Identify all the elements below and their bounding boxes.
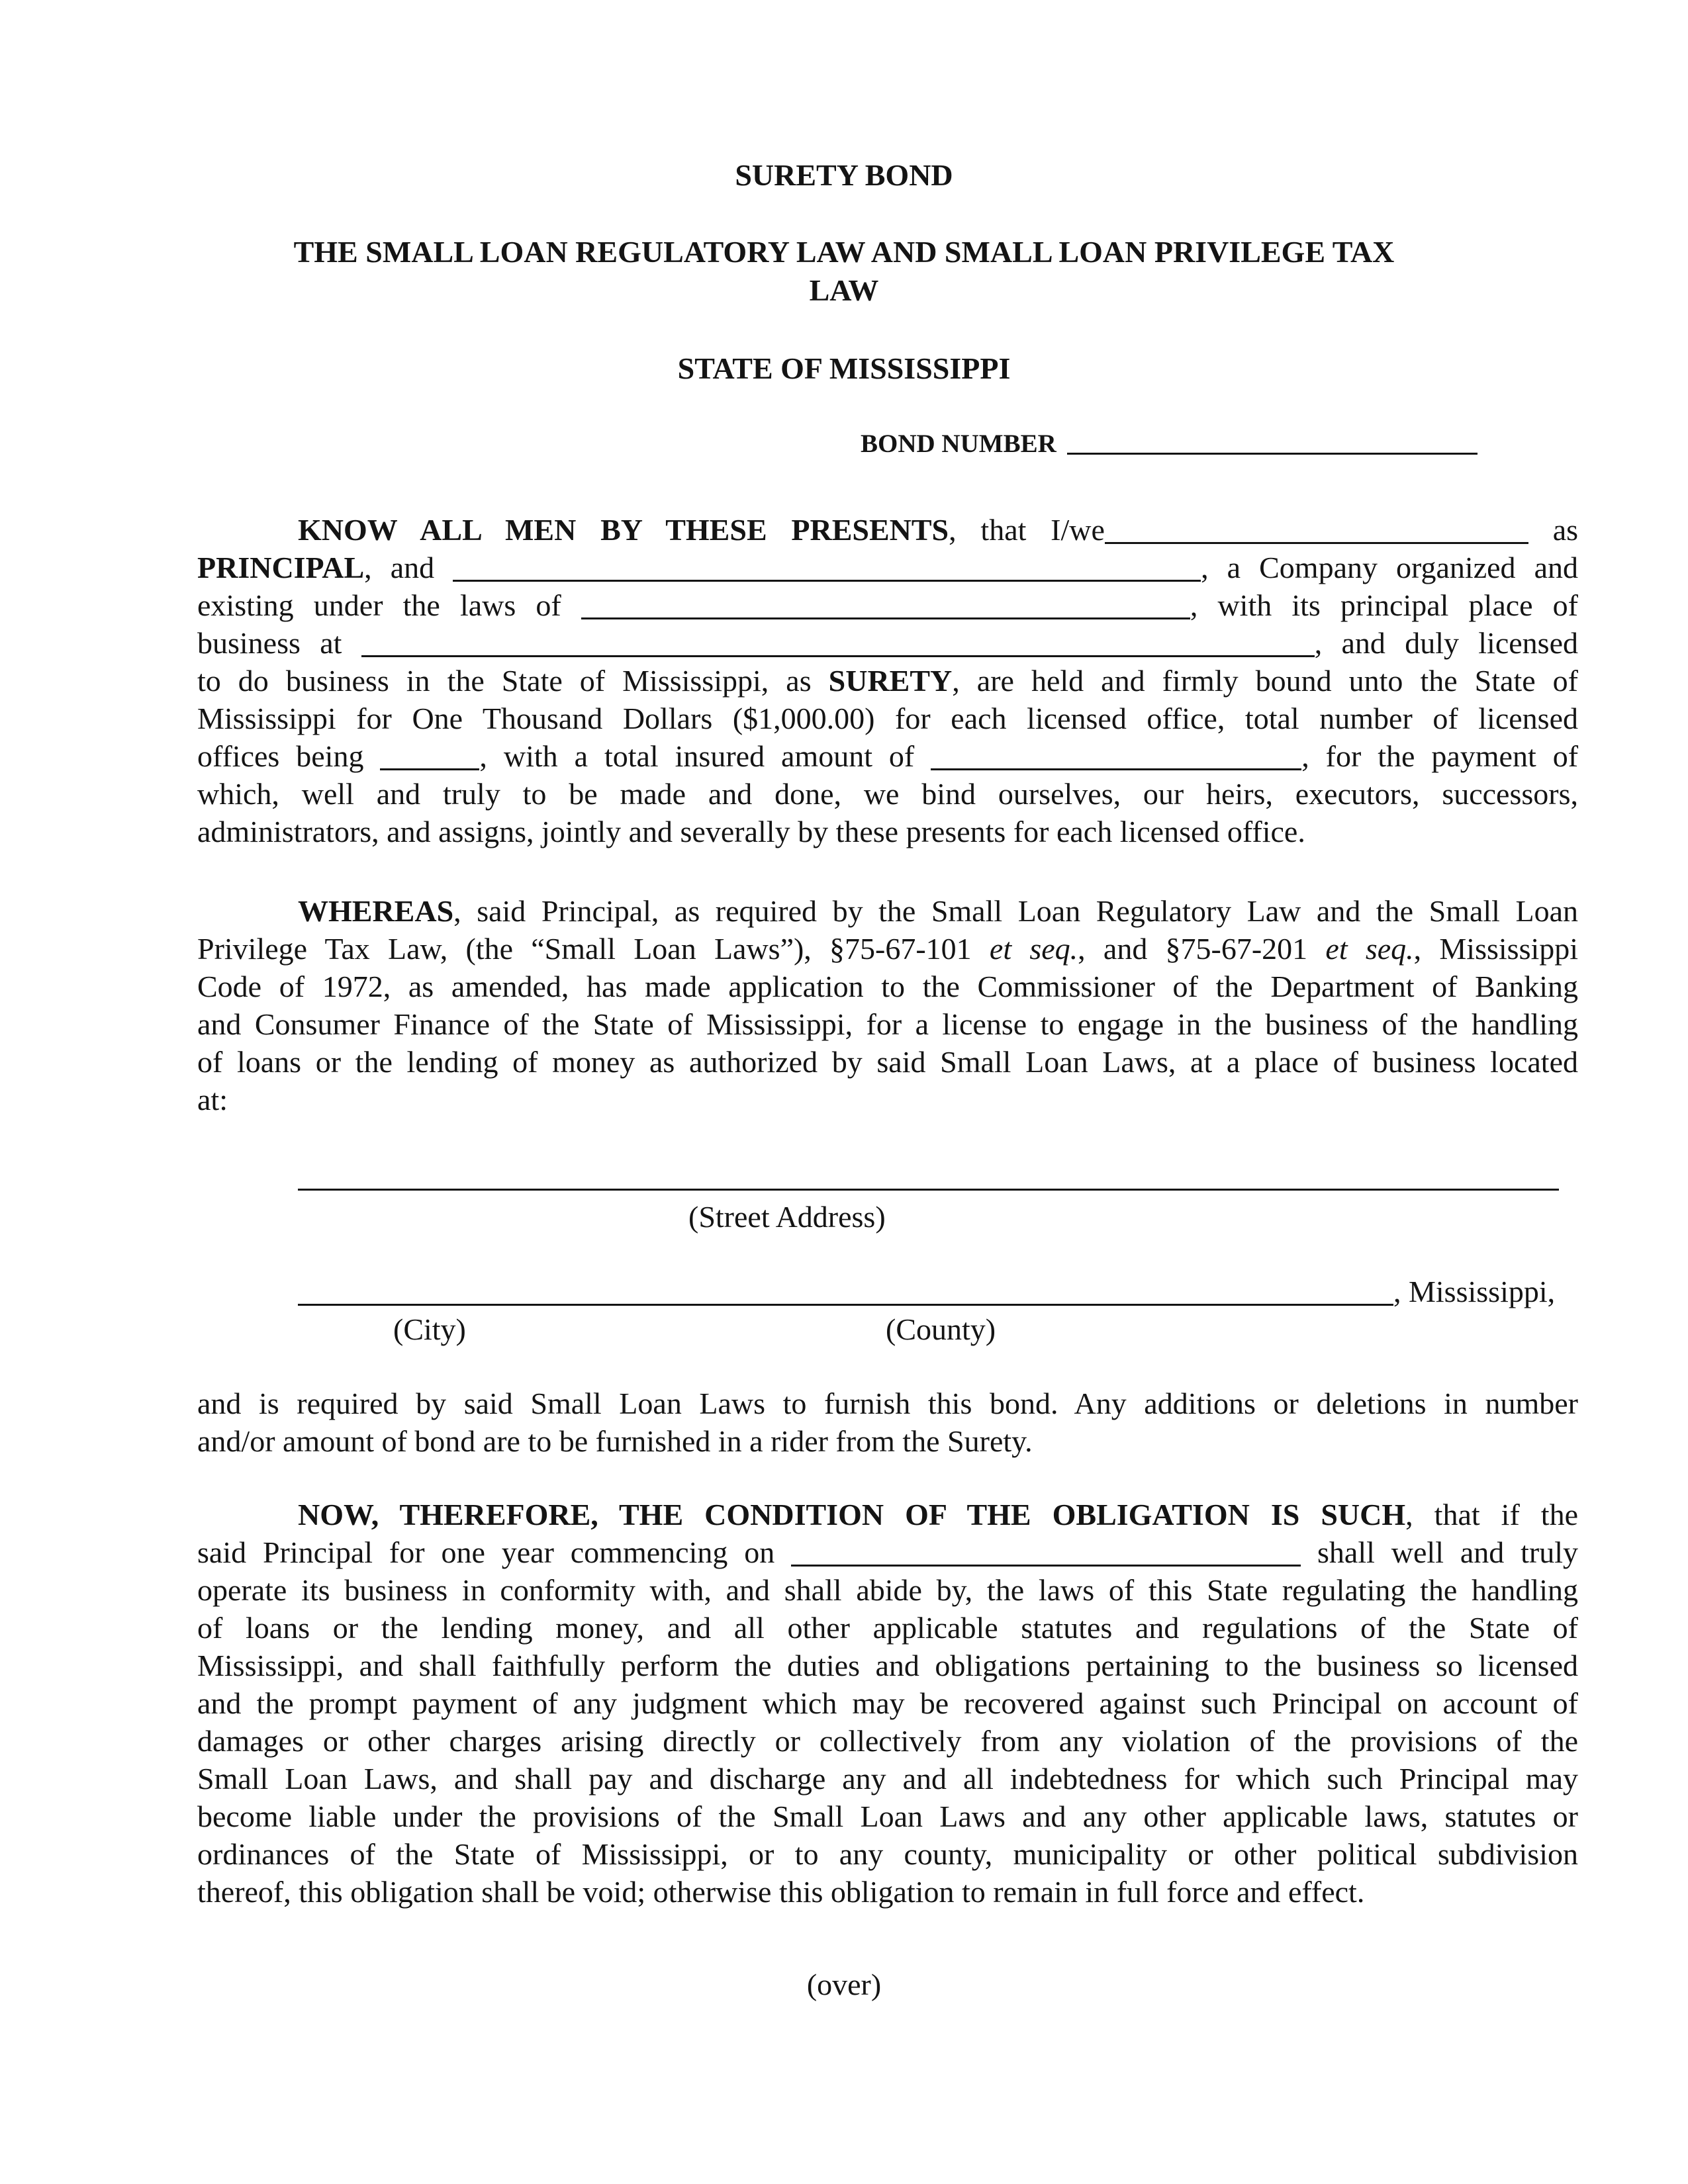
- bond-number-field[interactable]: [1067, 453, 1477, 455]
- page-over-note: (over): [806, 1968, 882, 2001]
- know-all-line-9: administrators, and assigns, jointly and severally by these presents for each licensed office.: [197, 815, 1305, 848]
- total-insured-amount-field[interactable]: [931, 742, 1301, 770]
- business-address-field[interactable]: [361, 629, 1315, 657]
- now-therefore-lead: NOW, THEREFORE, THE CONDITION OF THE OBLIGATION IS SUCH: [298, 1498, 1406, 1531]
- know-all-line-8: which, well and truly to be made and done, we bind ourselves, our heirs, executors, successors,: [197, 777, 1578, 811]
- required-line-2: and/or amount of bond are to be furnished in a rider from the Surety.: [197, 1424, 1033, 1458]
- know-all-paragraph: [197, 511, 1578, 850]
- now-therefore-line-10: ordinances of the State of Mississippi, or to any county, municipality or other political subdivision: [197, 1837, 1578, 1871]
- now-therefore-line-5: Mississippi, and shall faithfully perform the duties and obligations pertaining to the business so licensed: [197, 1649, 1578, 1682]
- whereas-line-5: of loans or the lending of money as authorized by said Small Loan Laws, at a place of business located: [197, 1045, 1578, 1079]
- know-all-line-4: business at , and duly licensed: [197, 626, 1578, 660]
- now-therefore-line-4: of loans or the lending money, and all other applicable statutes and regulations of the State of: [197, 1611, 1578, 1645]
- bond-number-row: [861, 429, 1477, 459]
- city-label: (City): [393, 1312, 466, 1346]
- know-all-line-7: offices being , with a total insured amount of , for the payment of: [197, 739, 1579, 773]
- surety-company-field[interactable]: [453, 553, 1201, 582]
- now-therefore-line-9: become liable under the provisions of the Small Loan Laws and any other applicable laws, statutes or: [197, 1799, 1578, 1833]
- whereas-line-3: Code of 1972, as amended, has made application to the Commissioner of the Department of Banking: [197, 970, 1578, 1003]
- whereas-line-2: Privilege Tax Law, (the “Small Loan Laws”), §75-67-101 et seq., and §75-67-201 et seq., Mississippi: [197, 932, 1579, 966]
- required-paragraph: [197, 1385, 1578, 1460]
- street-address-field[interactable]: [298, 1189, 1559, 1191]
- whereas-line-4: and Consumer Finance of the State of Mississippi, for a license to engage in the business of the handling: [197, 1007, 1578, 1041]
- principal-label: PRINCIPAL: [197, 551, 365, 584]
- document-subtitle: [0, 233, 1688, 310]
- whereas-line-1: WHEREAS, said Principal, as required by the Small Loan Regulatory Law and the Small Loan: [298, 894, 1578, 928]
- now-therefore-line-2: said Principal for one year commencing on shall well and truly: [197, 1535, 1579, 1569]
- know-all-lead: KNOW ALL MEN BY THESE PRESENTS: [298, 513, 949, 547]
- state-suffix: , Mississippi,: [1393, 1275, 1556, 1308]
- know-all-line-2: PRINCIPAL, and , a Company organized and: [197, 551, 1578, 584]
- now-therefore-line-3: operate its business in conformity with, and shall abide by, the laws of this State regulating the handling: [197, 1573, 1578, 1607]
- now-therefore-line-11: thereof, this obligation shall be void; otherwise this obligation to remain in full force and effect.: [197, 1875, 1365, 1909]
- licensed-offices-count-field[interactable]: [380, 742, 479, 770]
- now-therefore-line-1: NOW, THEREFORE, THE CONDITION OF THE OBLIGATION IS SUCH, that if the: [298, 1498, 1578, 1531]
- know-all-line-5: to do business in the State of Mississippi, as SURETY, are held and firmly bound unto the State of: [197, 664, 1578, 698]
- commencement-date-field[interactable]: [791, 1538, 1301, 1567]
- required-line-1: and is required by said Small Loan Laws to furnish this bond. Any additions or deletions in number: [197, 1387, 1578, 1420]
- now-therefore-line-8: Small Loan Laws, and shall pay and discharge any and all indebtedness for which such Principal may: [197, 1762, 1578, 1796]
- state-of-organization-field[interactable]: [581, 591, 1190, 619]
- principal-name-field[interactable]: [1105, 516, 1528, 544]
- surety-label: SURETY: [828, 664, 953, 698]
- know-all-line-6: Mississippi for One Thousand Dollars ($1,000.00) for each licensed office, total number of licensed: [197, 702, 1578, 735]
- now-therefore-line-6: and the prompt payment of any judgment which may be recovered against such Principal on account of: [197, 1686, 1578, 1720]
- document-title: SURETY BOND: [735, 158, 953, 192]
- whereas-lead: WHEREAS: [298, 894, 454, 928]
- now-therefore-paragraph: [197, 1496, 1578, 1911]
- subtitle-line-2: LAW: [809, 273, 879, 307]
- whereas-paragraph: [197, 892, 1578, 1118]
- know-all-line-1: KNOW ALL MEN BY THESE PRESENTS, that I/we as: [298, 513, 1579, 547]
- subtitle-line-1: THE SMALL LOAN REGULATORY LAW AND SMALL LOAN PRIVILEGE TAX: [293, 235, 1395, 269]
- whereas-line-6: at:: [197, 1083, 228, 1116]
- know-all-line-3: existing under the laws of , with its principal place of: [197, 588, 1578, 622]
- state-heading: STATE OF MISSISSIPPI: [677, 351, 1011, 385]
- now-therefore-line-7: damages or other charges arising directly or collectively from any violation of the provisions of the: [197, 1724, 1578, 1758]
- city-county-field[interactable]: [298, 1304, 1393, 1306]
- street-address-label: (Street Address): [688, 1200, 886, 1234]
- county-label: (County): [886, 1312, 996, 1346]
- bond-number-label: BOND NUMBER: [861, 430, 1056, 458]
